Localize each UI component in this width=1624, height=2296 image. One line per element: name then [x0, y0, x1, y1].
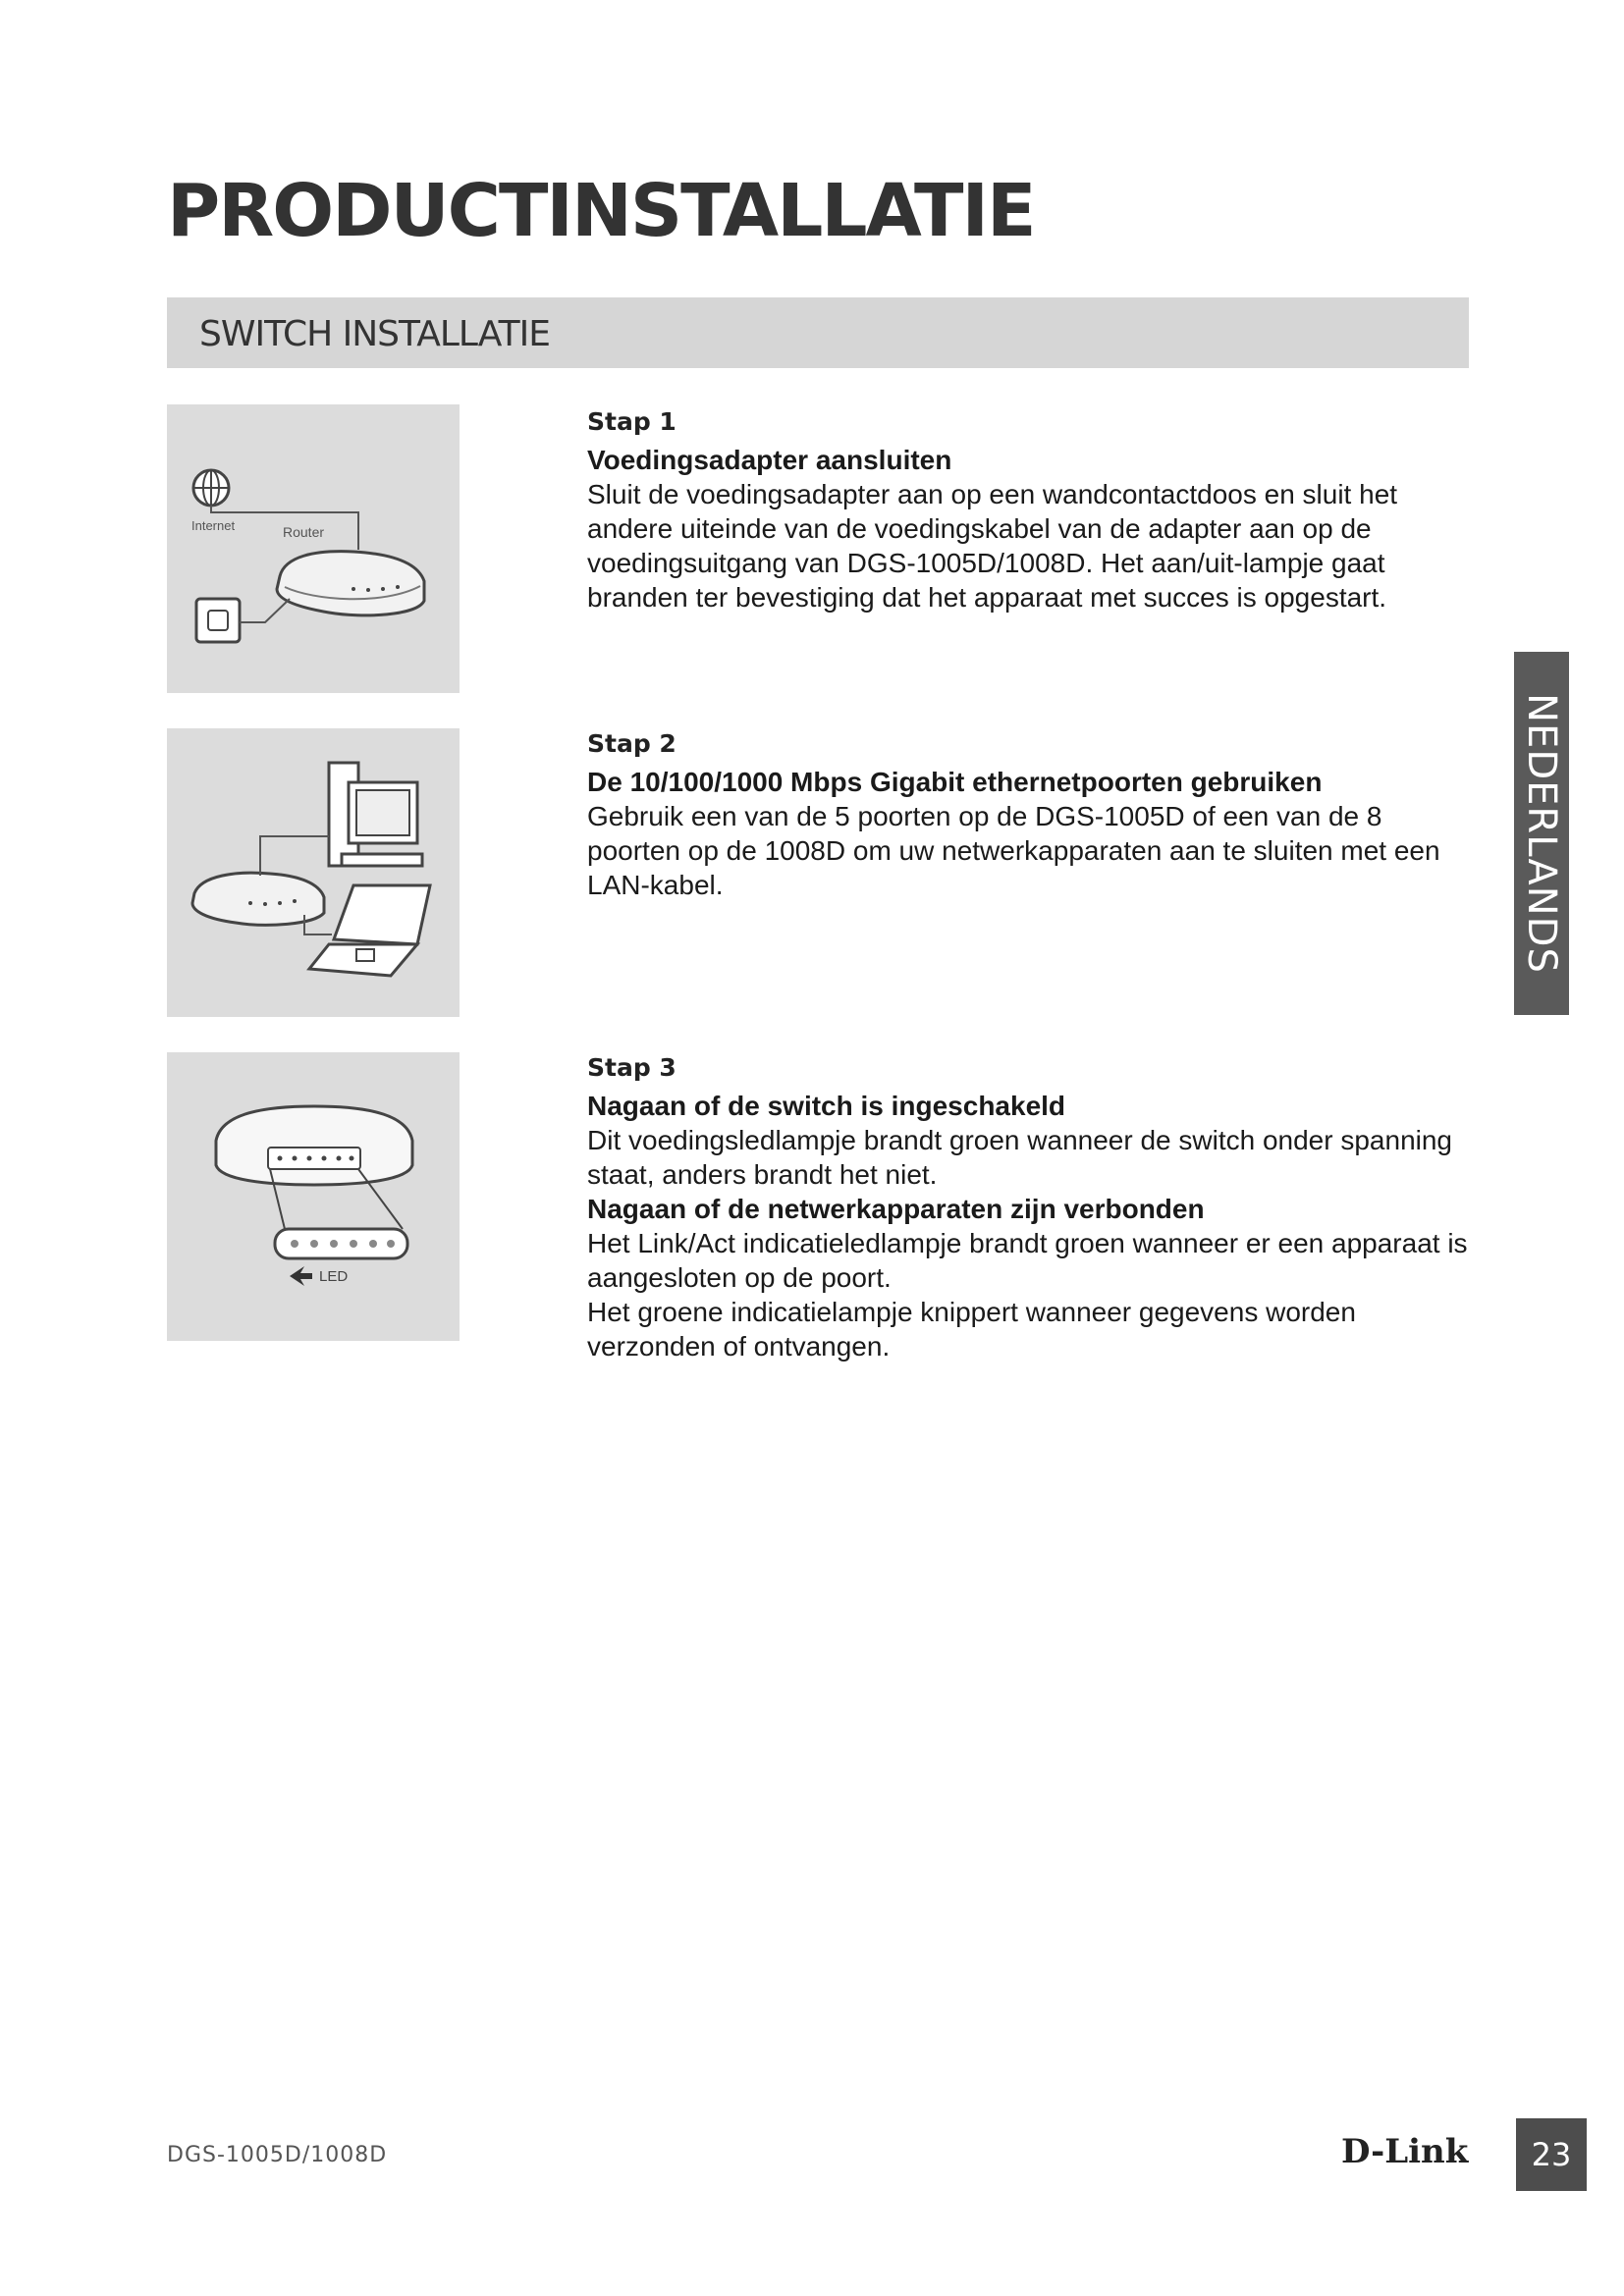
desktop-computer-icon [329, 763, 422, 866]
power-adapter-icon [196, 599, 240, 642]
page-number: 23 [1516, 2118, 1587, 2191]
switch-front-view [216, 1106, 412, 1185]
internet-label: Internet [191, 518, 236, 533]
step-3-body: Dit voedingsledlampje brandt groen wanneer de switch onder spanning staat, anders brandt het niet. [587, 1125, 1453, 1190]
step1-illustration [167, 404, 460, 693]
step-3 [587, 1050, 1471, 1363]
step-1-body: Sluit de voedingsadapter aan op een wandcontactdoos en sluit het andere uiteinde van de voedingskabel van de adapter aan op de voedingsuitgang van DGS-1005D/1008D. Het aan/uit-lampje gaat branden ter bevestiging dat het apparaat met succes is opgestart. [587, 479, 1398, 613]
step-2-label: Stap 2 [587, 729, 677, 758]
step-2 [587, 726, 1471, 902]
section-title: SWITCH INSTALLATIE [199, 314, 550, 354]
step-2-heading: De 10/100/1000 Mbps Gigabit ethernetpoorten gebruiken [587, 767, 1323, 797]
step-2-body: Gebruik een van de 5 poorten op de DGS-1005D of een van de 8 poorten op de 1008D om uw netwerkapparaten aan te sluiten met een LAN-kabel. [587, 801, 1440, 900]
step-3-heading-2: Nagaan of de netwerkapparaten zijn verbonden [587, 1194, 1205, 1224]
step-1 [587, 404, 1471, 614]
step-1-heading: Voedingsadapter aansluiten [587, 445, 952, 475]
step2-illustration [167, 728, 460, 1017]
led-panel-zoom [275, 1229, 407, 1258]
router-device [277, 552, 424, 615]
step3-illustration [167, 1052, 460, 1341]
step-3-heading: Nagaan of de switch is ingeschakeld [587, 1091, 1066, 1121]
footer-model: DGS-1005D/1008D [167, 2143, 388, 2167]
router-label: Router [283, 524, 325, 540]
globe-icon [193, 470, 229, 506]
led-label: LED [319, 1268, 349, 1285]
section-header [167, 297, 1469, 368]
language-tab [1514, 652, 1569, 1015]
language-tab-label: NEDERLANDS [1519, 693, 1564, 974]
step-3-body-3: Het groene indicatielampje knippert wanneer gegevens worden verzonden of ontvangen. [587, 1297, 1356, 1362]
step-3-label: Stap 3 [587, 1053, 677, 1082]
page-title: PRODUCTINSTALLATIE [167, 169, 1035, 253]
arrow-icon [290, 1266, 312, 1286]
step-1-label: Stap 1 [587, 407, 677, 436]
step-3-body-2: Het Link/Act indicatieledlampje brandt groen wanneer er een apparaat is aangesloten op de poort. [587, 1228, 1468, 1293]
dlink-logo: D-Link [1341, 2132, 1469, 2171]
laptop-icon [309, 885, 430, 976]
